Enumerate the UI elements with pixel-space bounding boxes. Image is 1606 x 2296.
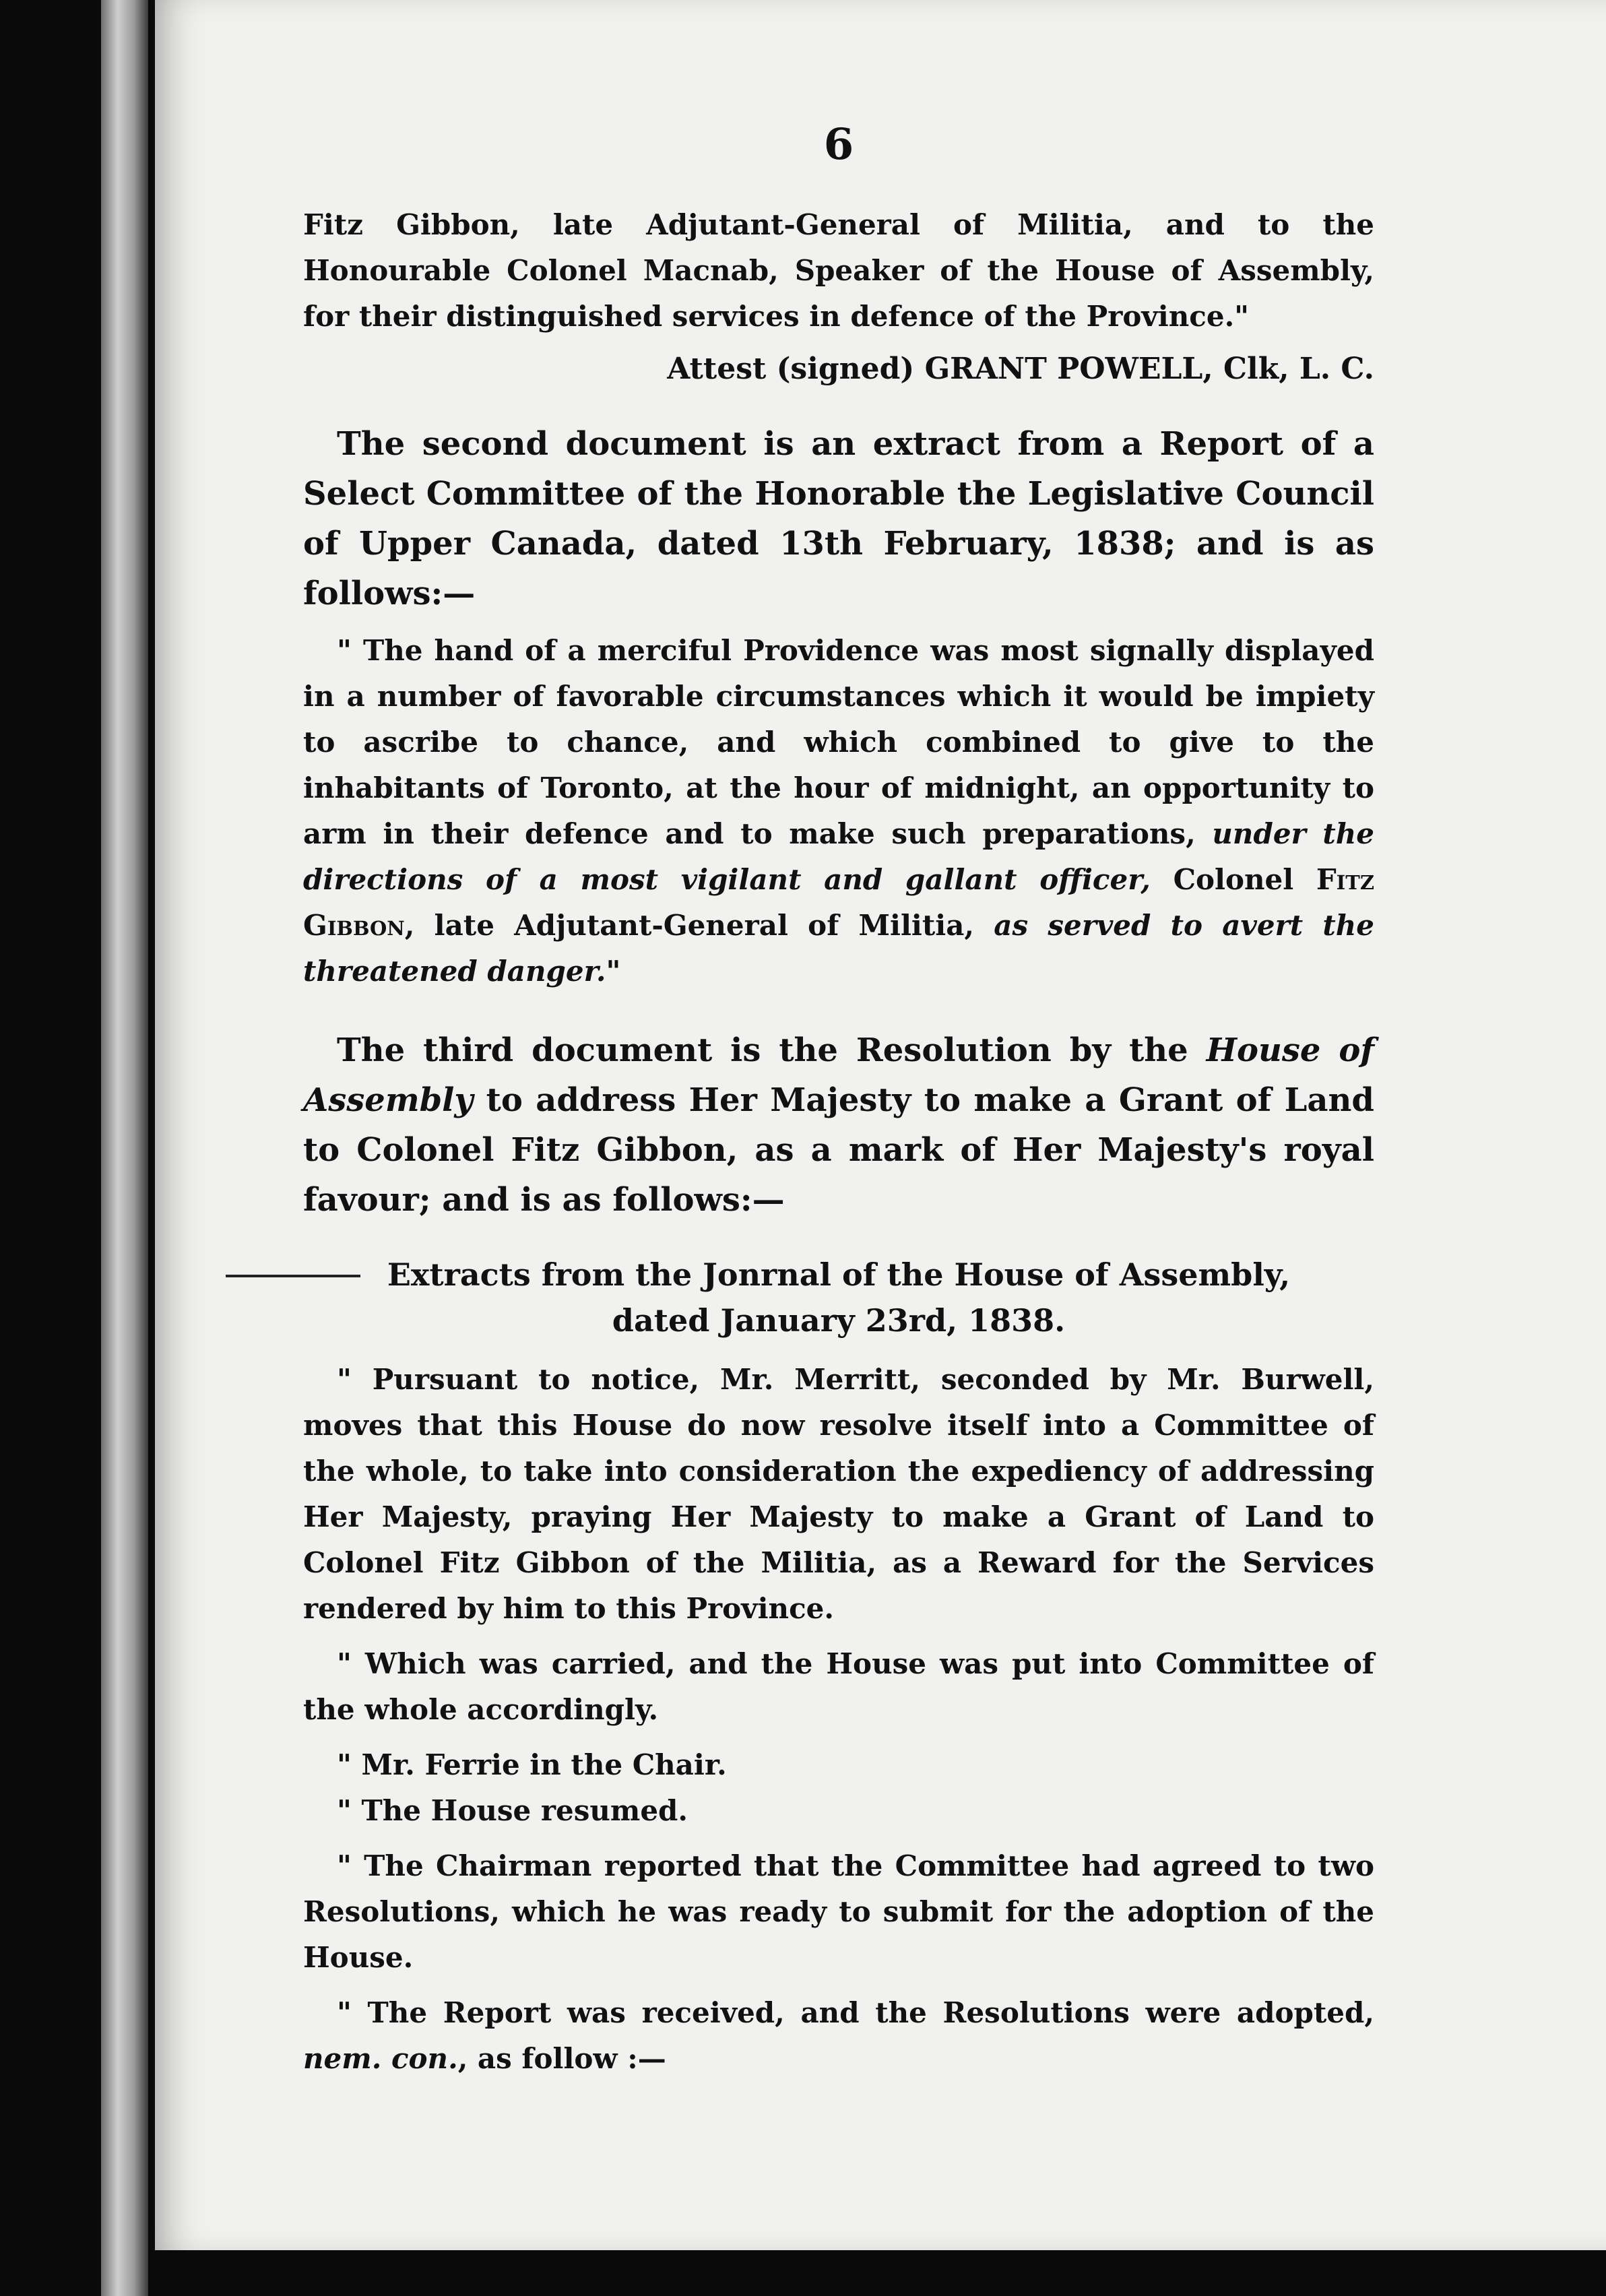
spacer xyxy=(303,994,1374,1025)
attestation-line: Attest (signed) GRANT POWELL, Clk, L. C. xyxy=(667,352,1374,386)
page-text-block xyxy=(303,115,1374,2082)
page-number: 6 xyxy=(823,119,854,170)
quote-close: " xyxy=(606,955,621,988)
italic-nem-con: nem. con. xyxy=(303,2042,458,2075)
italic-house-of-assembly: House of Assembly xyxy=(303,1031,1375,1119)
heading-line-2: dated January 23rd, 1838. xyxy=(612,1302,1066,1339)
journal-extract-heading xyxy=(303,1252,1374,1343)
spacer xyxy=(303,618,1374,628)
paragraph-second-document: The second document is an extract from a Report of a Select Committee of the Honorable the Legislative Council of Upper Canada, dated 13th February, 1838; and is as follows:— xyxy=(303,425,1374,612)
text-run: to address Her Majesty to make a Grant of Land to Colonel Fitz Gibbon, as a mark of Her Majesty's royal favour; and is as follows:— xyxy=(303,1081,1374,1219)
heading-line-1: Extracts from the Jonrnal of the House of Assembly, xyxy=(387,1256,1291,1293)
binding-edge xyxy=(101,0,148,2296)
paragraph-report-received xyxy=(303,1990,1374,2082)
quote-italic-danger: as served to avert the threatened danger. xyxy=(303,909,1374,988)
paragraph-council-report-quote xyxy=(303,628,1374,994)
spacer xyxy=(303,1733,1374,1742)
text-run: " The Report was received, and the Resolutions were adopted, xyxy=(337,1996,1374,2029)
paragraph-chairman-reported: " The Chairman reported that the Committee had agreed to two Resolutions, which he was ready to submit for the adoption of the House. xyxy=(303,1849,1374,1974)
quote-text: , late Adjutant-General of Militia, xyxy=(404,909,994,942)
spacer xyxy=(303,1834,1374,1843)
quote-italic-directions: under the directions of a most vigilant and gallant officer, xyxy=(303,817,1374,896)
paragraph-third-document xyxy=(303,1025,1374,1225)
paragraph-resolution-end: Fitz Gibbon, late Adjutant-General of Militia, and to the Honourable Colonel Macnab, Speaker of the House of Assembly, for their distinguished services in defence of the Province." xyxy=(303,208,1374,333)
text-run: The third document is the Resolution by the xyxy=(337,1031,1207,1069)
spacer xyxy=(303,1981,1374,1990)
text-run: , as follow :— xyxy=(457,2042,666,2075)
quote-name-smallcaps: Fitz Gibbon xyxy=(303,863,1374,942)
quote-text: " The hand of a merciful Providence was most signally displayed in a number of favorable circumstances which it would be impiety to ascribe to chance, and which combined to give to the inhabitants of Toronto, at the hour of midnight, an opportunity to arm in their defence and to make such preparations, xyxy=(303,634,1374,850)
paragraph-pursuant-to-notice: " Pursuant to notice, Mr. Merritt, seconded by Mr. Burwell, moves that this House do now resolve itself into a Committee of the whole, to take into consideration the expediency of addressing Her Majesty, praying Her Majesty to make a Grant of Land to Colonel Fitz Gibbon of the Militia, as a Reward for the Services rendered by him to this Province. xyxy=(303,1363,1374,1625)
paragraph-chair: " Mr. Ferrie in the Chair. xyxy=(337,1748,727,1781)
paragraph-which-was-carried: " Which was carried, and the House was put into Committee of the whole accordingly. xyxy=(303,1647,1374,1726)
quote-text: Colonel xyxy=(1150,863,1316,896)
spacer xyxy=(303,1632,1374,1641)
paragraph-house-resumed: " The House resumed. xyxy=(337,1794,688,1827)
